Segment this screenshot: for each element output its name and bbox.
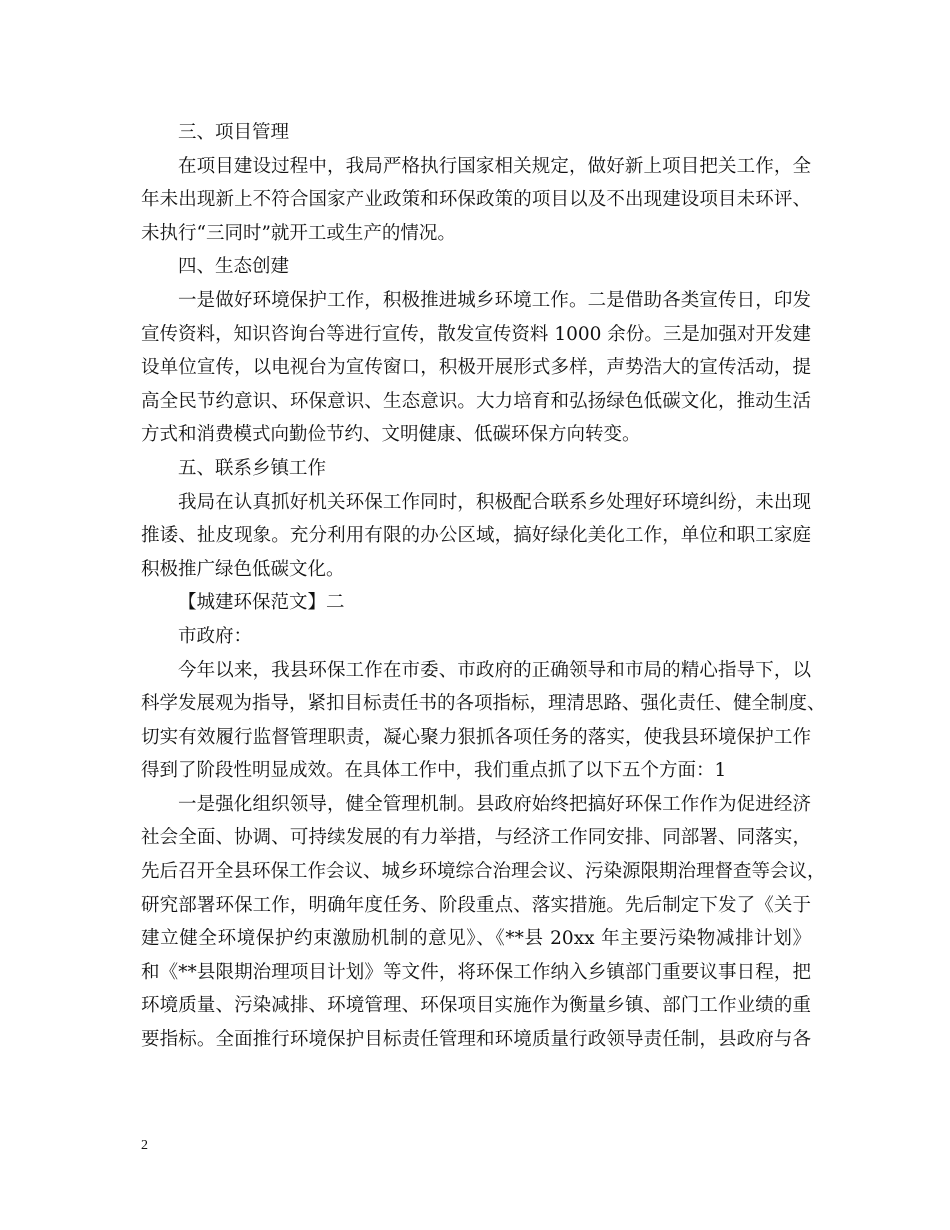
page-number: 2 xyxy=(141,1138,148,1153)
text-line: 建立健全环境保护约束激励机制的意见》、《**县 20xx 年主要污染物减排计划》 xyxy=(141,928,811,950)
text-line: 先后召开全县环保工作会议、城乡环境综合治理会议、污染源限期治理督查等会议， xyxy=(141,861,826,883)
text-line: 今年以来，我县环保工作在市委、市政府的正确领导和市局的精心指导下，以 xyxy=(178,659,811,681)
text-line: 五、联系乡镇工作 xyxy=(178,457,327,479)
text-line: 在项目建设过程中，我局严格执行国家相关规定，做好新上项目把关工作，全 xyxy=(178,155,811,177)
text-line: 一是强化组织领导，健全管理机制。县政府始终把搞好环保工作作为促进经济 xyxy=(178,793,811,815)
text-line: 高全民节约意识、环保意识、生态意识。大力培育和弘扬绿色低碳文化，推动生活 xyxy=(141,390,811,412)
text-line: 科学发展观为指导，紧扣目标责任书的各项指标，理清思路、强化责任、健全制度、 xyxy=(141,693,826,715)
text-line: 和《**县限期治理项目计划》等文件，将环保工作纳入乡镇部门重要议事日程，把 xyxy=(141,961,811,983)
text-line: 要指标。全面推行环境保护目标责任管理和环境质量行政领导责任制，县政府与各 xyxy=(141,1029,811,1051)
text-line: 未执行“三同时”就开工或生产的情况。 xyxy=(141,222,456,244)
text-line: 方式和消费模式向勤俭节约、文明健康、低碳环保方向转变。 xyxy=(141,424,641,446)
text-line: 环境质量、污染减排、环境管理、环保项目实施作为衡量乡镇、部门工作业绩的重 xyxy=(141,995,811,1017)
text-line: 年未出现新上不符合国家产业政策和环保政策的项目以及不出现建设项目未环评、 xyxy=(141,189,811,211)
text-line: 社会全面、协调、可持续发展的有力举措，与经济工作同安排、同部署、同落实， xyxy=(141,827,811,849)
text-line: 一是做好环境保护工作，积极推进城乡环境工作。二是借助各类宣传日，印发 xyxy=(178,289,811,311)
text-line: 推诿、扯皮现象。充分利用有限的办公区域，搞好绿化美化工作，单位和职工家庭 xyxy=(141,525,811,547)
text-line: 积极推广绿色低碳文化。 xyxy=(141,558,345,580)
text-line: 设单位宣传，以电视台为宣传窗口，积极开展形式多样，声势浩大的宣传活动，提 xyxy=(141,357,811,379)
text-line: 【城建环保范文】二 xyxy=(178,592,345,614)
text-line: 市政府： xyxy=(178,625,253,647)
text-line: 研究部署环保工作，明确年度任务、阶段重点、落实措施。先后制定下发了《关于 xyxy=(141,894,811,916)
text-line: 得到了阶段性明显成效。在具体工作中，我们重点抓了以下五个方面：1 xyxy=(141,760,727,782)
text-line: 宣传资料，知识咨询台等进行宣传，散发宣传资料 1000 余份。三是加强对开发建 xyxy=(141,323,811,345)
document-body xyxy=(141,116,826,1057)
text-line: 四、生态创建 xyxy=(178,256,290,278)
text-line: 切实有效履行监督管理职责，凝心聚力狠抓各项任务的落实，使我县环境保护工作 xyxy=(141,726,811,748)
text-line: 三、项目管理 xyxy=(178,122,290,143)
text-line: 我局在认真抓好机关环保工作同时，积极配合联系乡处理好环境纠纷，未出现 xyxy=(178,491,811,513)
